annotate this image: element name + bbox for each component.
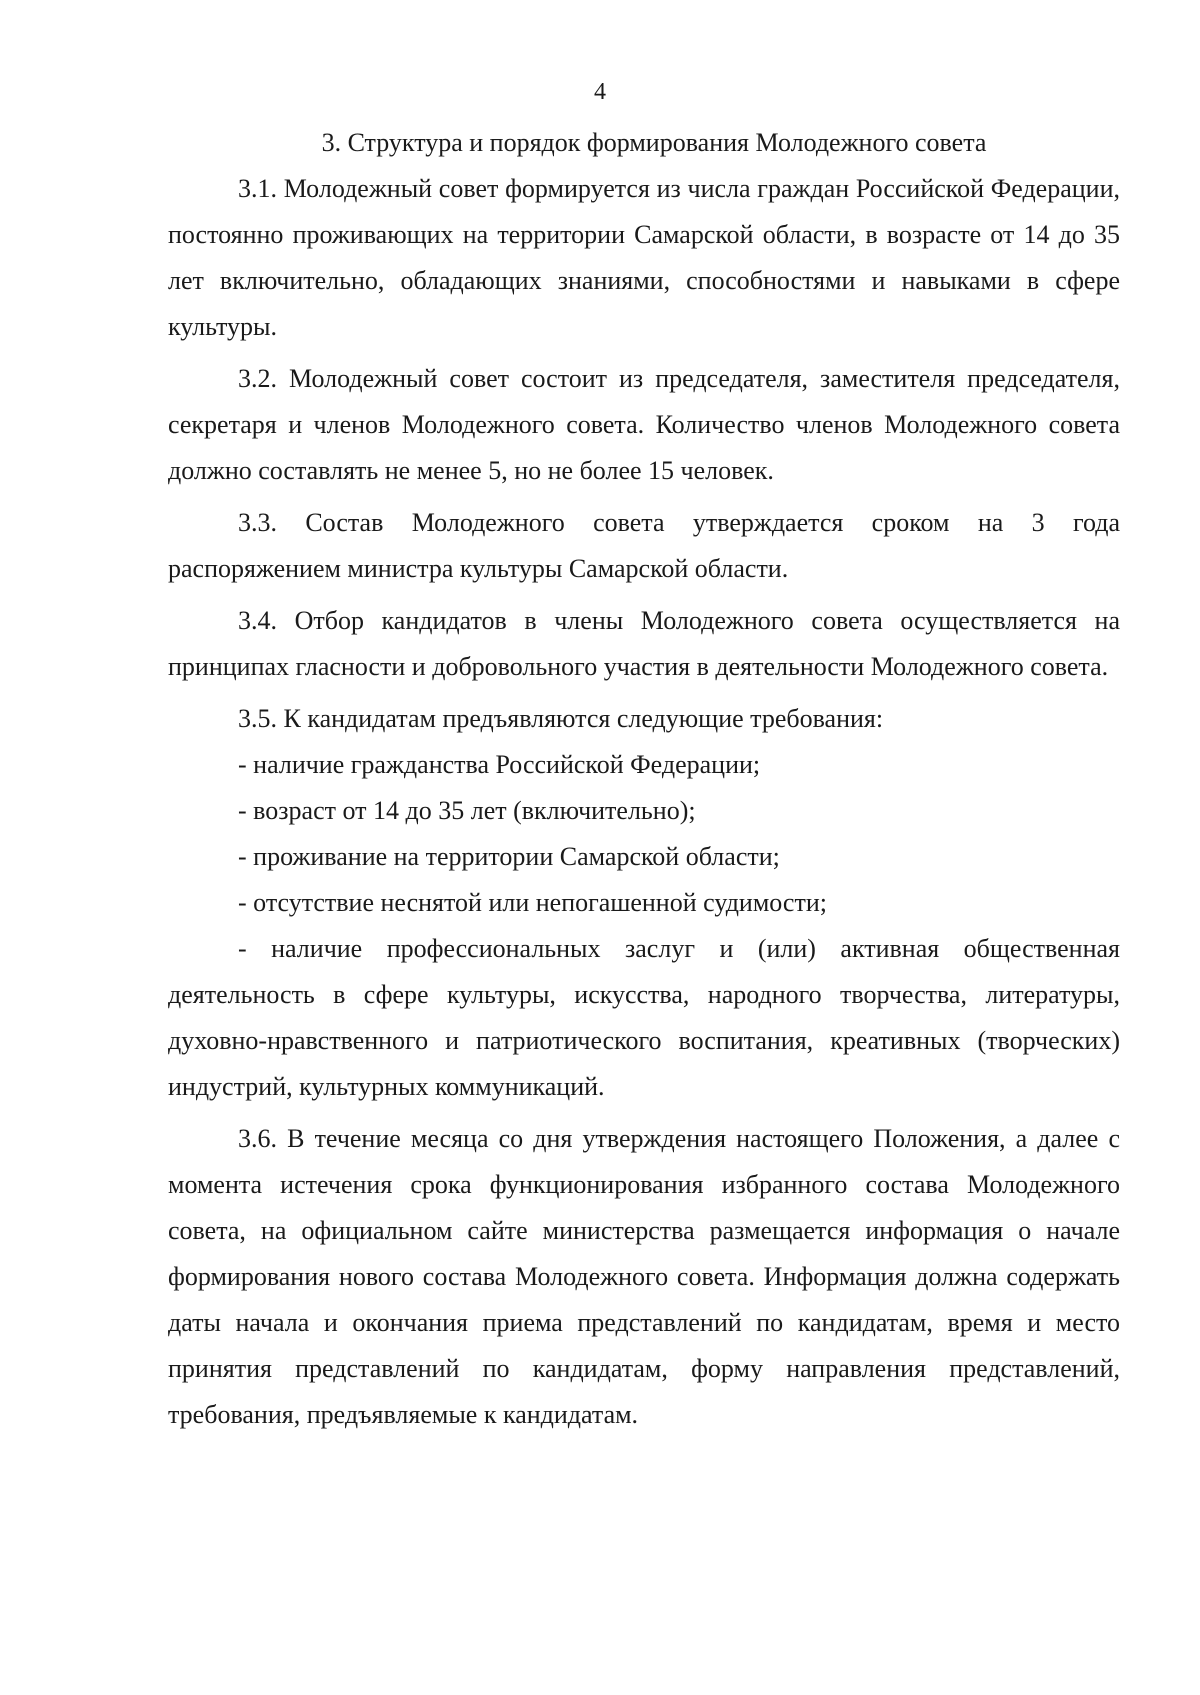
- paragraph-3-6: 3.6. В течение месяца со дня утверждения настоящего Положения, а далее с момента истечения срока функционирования избранного состава Молодежного совета, на официальном сайте министерства размещается информация о начале формирования нового состава Молодежного совета. Информация должна содержать даты начала и окончания приема представлений по кандидатам, время и место принятия представлений по кандидатам, форму направления представлений, требования, предъявляемые к кандидатам.: [168, 1124, 1120, 1429]
- page-number: 4: [594, 79, 606, 105]
- section-title: 3. Структура и порядок формирования Молодежного совета: [321, 128, 987, 157]
- paragraph-3-1: 3.1. Молодежный совет формируется из числа граждан Российской Федерации, постоянно проживающих на территории Самарской области, в возрасте от 14 до 35 лет включительно, обладающих знаниями, способностями и навыками в сфере культуры.: [168, 174, 1120, 341]
- paragraph-3-5: 3.5. К кандидатам предъявляются следующие требования:: [238, 704, 884, 733]
- requirement-citizenship: - наличие гражданства Российской Федерации;: [238, 750, 761, 779]
- requirement-residence: - проживание на территории Самарской области;: [238, 842, 780, 871]
- requirement-merits: - наличие профессиональных заслуг и (или) активная общественная деятельность в сфере культуры, искусства, народного творчества, литературы, духовно-нравственного и патриотического воспитания, креативных (творческих) индустрий, культурных коммуникаций.: [168, 934, 1120, 1101]
- requirement-no-conviction: - отсутствие неснятой или непогашенной судимости;: [238, 888, 827, 917]
- paragraph-3-4: 3.4. Отбор кандидатов в члены Молодежного совета осуществляется на принципах гласности и добровольного участия в деятельности Молодежного совета.: [168, 606, 1120, 681]
- paragraph-3-3: 3.3. Состав Молодежного совета утверждается сроком на 3 года распоряжением министра культуры Самарской области.: [168, 508, 1120, 583]
- document-body: [168, 120, 1120, 1438]
- paragraph-3-2: 3.2. Молодежный совет состоит из председателя, заместителя председателя, секретаря и членов Молодежного совета. Количество членов Молодежного совета должно составлять не менее 5, но не более 15 человек.: [168, 364, 1120, 485]
- requirement-age: - возраст от 14 до 35 лет (включительно);: [238, 796, 696, 825]
